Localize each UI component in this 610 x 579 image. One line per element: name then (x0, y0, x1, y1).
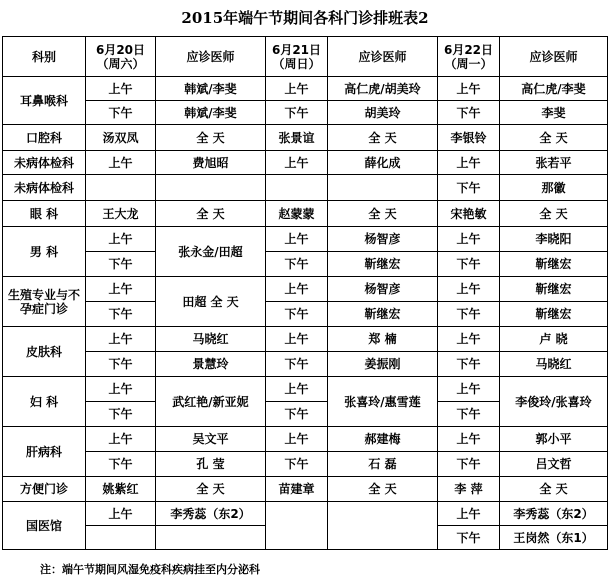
period-cell: 上午 (266, 77, 328, 101)
empty-cell (328, 502, 438, 550)
dept-checkup: 未病体检科 (3, 151, 86, 175)
all-day-cell: 全 天 (328, 477, 438, 502)
doctor-cell: 卢 晓 (500, 327, 608, 352)
period-cell: 上午 (438, 77, 500, 101)
period-cell: 上午 (438, 377, 500, 402)
doctor-cell: 薛化成 (328, 151, 438, 175)
doctor-cell: 费旭昭 (156, 151, 266, 175)
empty-cell (156, 526, 266, 550)
doctor-cell: 韩斌/李斐 (156, 77, 266, 101)
doctor-cell: 李斐 (500, 101, 608, 125)
doctor-cell: 吕文哲 (500, 452, 608, 477)
doctor-cell: 苗建章 (266, 477, 328, 502)
header-date-3: 6月22日（周一） (438, 37, 500, 77)
dept-gyn: 妇 科 (3, 377, 86, 427)
period-cell: 上午 (438, 427, 500, 452)
table-row (3, 277, 608, 302)
period-cell: 下午 (86, 352, 156, 377)
doctor-cell: 郝建梅 (328, 427, 438, 452)
doctor-cell: 姜振刚 (328, 352, 438, 377)
period-cell: 下午 (438, 452, 500, 477)
doctor-cell: 武红艳/新亚妮 (156, 377, 266, 427)
doctor-cell: 那徽 (500, 175, 608, 201)
table-row (3, 125, 608, 151)
doctor-cell: 赵蒙蒙 (266, 201, 328, 227)
doctor-cell: 李秀蕊（东2） (500, 502, 608, 526)
doctor-cell: 王岗然（东1） (500, 526, 608, 550)
period-cell: 下午 (438, 302, 500, 327)
doctor-cell: 田超 全 天 (156, 277, 266, 327)
all-day-cell: 全 天 (156, 477, 266, 502)
period-cell: 上午 (86, 377, 156, 402)
table-row (3, 227, 608, 252)
period-cell: 下午 (86, 402, 156, 427)
doctor-cell: 靳继宏 (500, 252, 608, 277)
table-row (3, 452, 608, 477)
header-date-1: 6月20日（周六） (86, 37, 156, 77)
dept-checkup: 未病体检科 (3, 175, 86, 201)
doctor-cell: 靳继宏 (328, 252, 438, 277)
doctor-cell: 吴文平 (156, 427, 266, 452)
doctor-cell: 王大龙 (86, 201, 156, 227)
doctor-cell: 杨智彦 (328, 227, 438, 252)
doctor-cell: 李俊玲/张喜玲 (500, 377, 608, 427)
footnote: 注：端午节期间风湿免疫科疾病挂至内分泌科 (40, 563, 260, 576)
period-cell: 上午 (86, 227, 156, 252)
doctor-cell: 景慧玲 (156, 352, 266, 377)
header-doctor-3: 应诊医师 (500, 37, 608, 77)
dept-ent: 耳鼻喉科 (3, 77, 86, 125)
all-day-cell: 全 天 (156, 201, 266, 227)
table-row (3, 352, 608, 377)
page-title: 2015年端午节期间各科门诊排班表2 (181, 9, 429, 27)
doctor-cell: 汤双凤 (86, 125, 156, 151)
period-cell: 下午 (438, 175, 500, 201)
period-cell: 上午 (438, 227, 500, 252)
doctor-cell: 张喜玲/惠雪莲 (328, 377, 438, 427)
doctor-cell: 张永金/田超 (156, 227, 266, 277)
dept-oral: 口腔科 (3, 125, 86, 151)
dept-convenience: 方便门诊 (3, 477, 86, 502)
doctor-cell: 宋艳敏 (438, 201, 500, 227)
schedule-table (2, 36, 608, 550)
dept-reproductive: 生殖专业与不孕症门诊 (3, 277, 86, 327)
doctor-cell: 高仁虎/李斐 (500, 77, 608, 101)
period-cell: 上午 (266, 277, 328, 302)
period-cell: 下午 (86, 252, 156, 277)
dept-derm: 皮肤科 (3, 327, 86, 377)
empty-cell (86, 175, 156, 201)
doctor-cell: 马晓红 (156, 327, 266, 352)
all-day-cell: 全 天 (328, 125, 438, 151)
table-row (3, 151, 608, 175)
period-cell: 上午 (266, 377, 328, 402)
doctor-cell: 靳继宏 (500, 277, 608, 302)
period-cell: 上午 (86, 427, 156, 452)
doctor-cell: 靳继宏 (328, 302, 438, 327)
table-row (3, 302, 608, 327)
period-cell: 上午 (266, 151, 328, 175)
table-row (3, 201, 608, 227)
doctor-cell: 李银铃 (438, 125, 500, 151)
period-cell: 下午 (266, 252, 328, 277)
table-row (3, 175, 608, 201)
doctor-cell: 孔 莹 (156, 452, 266, 477)
header-date-2: 6月21日（周日） (266, 37, 328, 77)
period-cell: 上午 (86, 151, 156, 175)
period-cell: 下午 (438, 526, 500, 550)
period-cell: 上午 (438, 151, 500, 175)
period-cell: 下午 (438, 101, 500, 125)
period-cell: 上午 (266, 327, 328, 352)
empty-cell (328, 175, 438, 201)
doctor-cell: 杨智彦 (328, 277, 438, 302)
doctor-cell: 靳继宏 (500, 302, 608, 327)
period-cell: 下午 (266, 402, 328, 427)
doctor-cell: 郭小平 (500, 427, 608, 452)
all-day-cell: 全 天 (500, 477, 608, 502)
all-day-cell: 全 天 (156, 125, 266, 151)
doctor-cell: 李 萍 (438, 477, 500, 502)
doctor-cell: 韩斌/李斐 (156, 101, 266, 125)
table-row (3, 252, 608, 277)
table-row (3, 101, 608, 125)
doctor-cell: 郑 楠 (328, 327, 438, 352)
period-cell: 上午 (438, 502, 500, 526)
period-cell: 下午 (266, 101, 328, 125)
table-row (3, 477, 608, 502)
header-doctor-1: 应诊医师 (156, 37, 266, 77)
table-row (3, 377, 608, 402)
period-cell: 上午 (266, 227, 328, 252)
doctor-cell: 李秀蕊（东2） (156, 502, 266, 526)
dept-male: 男 科 (3, 227, 86, 277)
period-cell: 下午 (266, 452, 328, 477)
doctor-cell: 高仁虎/胡美玲 (328, 77, 438, 101)
all-day-cell: 全 天 (500, 201, 608, 227)
doctor-cell: 胡美玲 (328, 101, 438, 125)
empty-cell (156, 175, 266, 201)
period-cell: 上午 (86, 277, 156, 302)
table-row (3, 502, 608, 526)
doctor-cell: 姚紫红 (86, 477, 156, 502)
period-cell: 下午 (266, 302, 328, 327)
doctor-cell: 石 磊 (328, 452, 438, 477)
dept-eye: 眼 科 (3, 201, 86, 227)
empty-cell (266, 175, 328, 201)
period-cell: 下午 (266, 352, 328, 377)
period-cell: 下午 (86, 302, 156, 327)
doctor-cell: 李晓阳 (500, 227, 608, 252)
period-cell: 下午 (438, 252, 500, 277)
header-row (3, 37, 608, 77)
header-doctor-2: 应诊医师 (328, 37, 438, 77)
period-cell: 下午 (438, 402, 500, 427)
table-row (3, 427, 608, 452)
dept-tcm: 国医馆 (3, 502, 86, 550)
empty-cell (86, 526, 156, 550)
period-cell: 上午 (438, 277, 500, 302)
period-cell: 下午 (86, 101, 156, 125)
period-cell: 上午 (86, 327, 156, 352)
header-dept: 科别 (3, 37, 86, 77)
table-row (3, 77, 608, 101)
table-row (3, 327, 608, 352)
all-day-cell: 全 天 (328, 201, 438, 227)
empty-cell (266, 502, 328, 550)
period-cell: 上午 (86, 502, 156, 526)
period-cell: 上午 (438, 327, 500, 352)
period-cell: 下午 (438, 352, 500, 377)
period-cell: 下午 (86, 452, 156, 477)
doctor-cell: 张若平 (500, 151, 608, 175)
dept-liver: 肝病科 (3, 427, 86, 477)
all-day-cell: 全 天 (500, 125, 608, 151)
doctor-cell: 马晓红 (500, 352, 608, 377)
period-cell: 上午 (266, 427, 328, 452)
period-cell: 上午 (86, 77, 156, 101)
doctor-cell: 张景谊 (266, 125, 328, 151)
